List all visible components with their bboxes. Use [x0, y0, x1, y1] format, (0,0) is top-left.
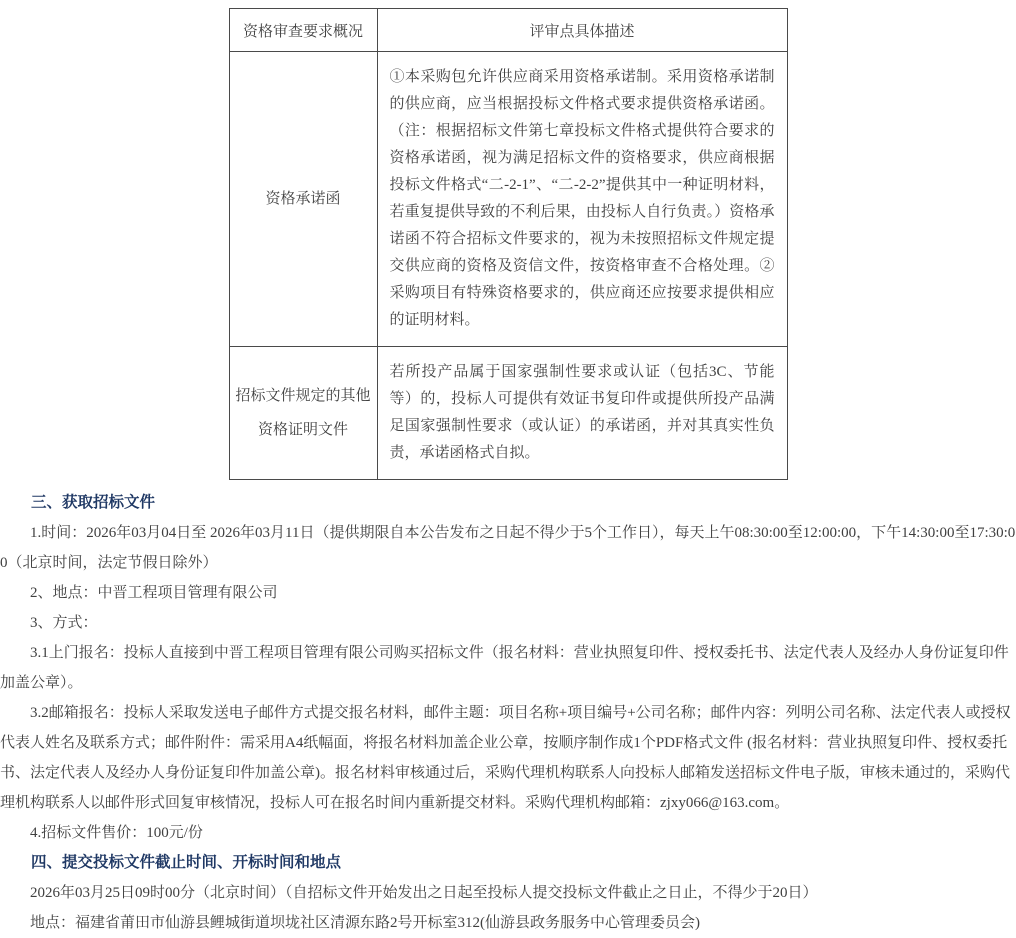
table-row	[229, 347, 787, 480]
paragraph-onsite-registration: 3.1上门报名：投标人直接到中晋工程项目管理有限公司购买招标文件（报名材料：营业执照复印件、授权委托书、法定代表人及经办人身份证复印件加盖公章）。	[0, 645, 1009, 691]
qualification-review-table	[229, 8, 788, 480]
table-row	[229, 52, 787, 347]
paragraph-document-price: 4.招标文件售价：100元/份	[30, 825, 203, 841]
section-heading-obtain-bid-documents: 三、获取招标文件	[31, 494, 156, 511]
paragraph-location: 2、地点：中晋工程项目管理有限公司	[30, 585, 278, 601]
paragraph-method: 3、方式：	[30, 615, 98, 631]
row-description-qualification-letter: ①本采购包允许供应商采用资格承诺制。采用资格承诺制的供应商，应当根据投标文件格式要求提供资格承诺函。（注：根据招标文件第七章投标文件格式提供符合要求的资格承诺函，视为满足招标文件的资格要求，供应商根据投标文件格式“二-2-1”、“二-2-2”提供其中一种证明材料，若重复提供导致的不利后果，由投标人自行负责。）资格承诺函不符合招标文件要求的，视为未按照招标文件规定提交供应商的资格及资信文件，按资格审查不合格处理。②采购项目有特殊资格要求的，供应商还应按要求提供相应的证明材料。	[377, 52, 787, 347]
table-header-overview: 资格审查要求概况	[229, 9, 377, 52]
row-label-other-certificates: 招标文件规定的其他资格证明文件	[229, 347, 377, 480]
paragraph-opening-location: 地点：福建省莆田市仙游县鲤城街道坝垅社区清源东路2号开标室312(仙游县政务服务中心管理委员会)	[30, 915, 700, 931]
document-body	[0, 488, 1016, 938]
table-header-description: 评审点具体描述	[377, 9, 787, 52]
paragraph-email-registration: 3.2邮箱报名：投标人采取发送电子邮件方式提交报名材料，邮件主题：项目名称+项目编号+公司名称；邮件内容：列明公司名称、法定代表人或授权代表人姓名及联系方式；邮件附件：需采用A4纸幅面，将报名材料加盖企业公章，按顺序制作成1个PDF格式文件 (报名材料：营业执照复印件、授权委托书、法定代表人及经办人身份证复印件加盖公章)。报名材料审核通过后，采购代理机构联系人向投标人邮箱发送招标文件电子版，审核未通过的，采购代理机构联系人以邮件形式回复审核情况，投标人可在报名时间内重新提交材料。采购代理机构邮箱：zjxy066@163.com。	[0, 705, 1011, 811]
table-header-row	[229, 9, 787, 52]
paragraph-deadline-time: 2026年03月25日09时00分（北京时间）（自招标文件开始发出之日起至投标人提交投标文件截止之日止，不得少于20日）	[30, 885, 818, 901]
section-heading-submission-deadline: 四、提交投标文件截止时间、开标时间和地点	[31, 854, 342, 871]
row-label-qualification-letter: 资格承诺函	[229, 52, 377, 347]
row-description-other-certificates: 若所投产品属于国家强制性要求或认证（包括3C、节能等）的，投标人可提供有效证书复印件或提供所投产品满足国家强制性要求（或认证）的承诺函，并对其真实性负责，承诺函格式自拟。	[377, 347, 787, 480]
paragraph-time: 1.时间：2026年03月04日至 2026年03月11日（提供期限自本公告发布之日起不得少于5个工作日），每天上午08:30:00至12:00:00，下午14:30:00至17:30:00（北京时间，法定节假日除外）	[0, 525, 1016, 571]
